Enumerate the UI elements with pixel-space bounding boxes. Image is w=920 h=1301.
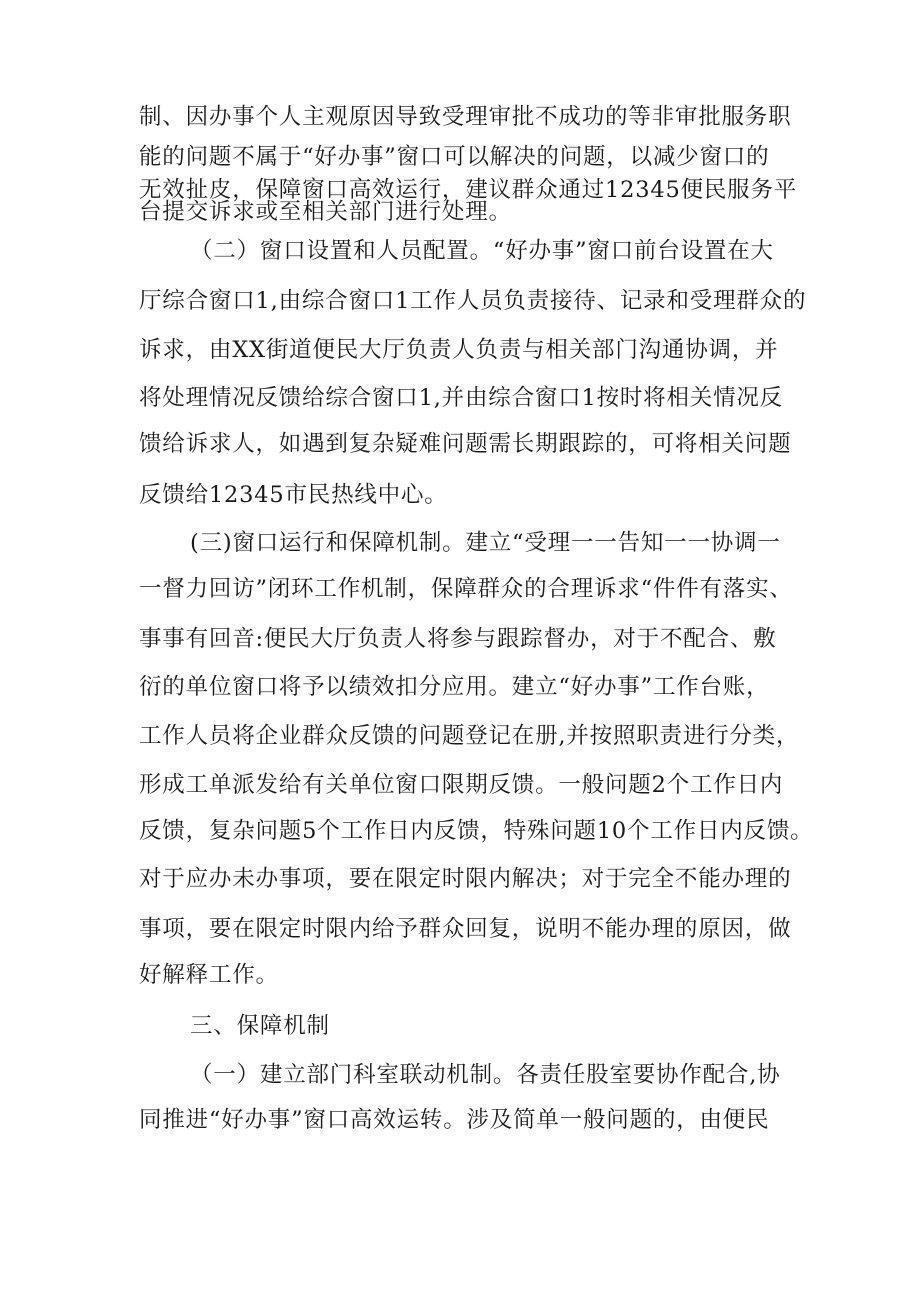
paragraph-line: 对于应办未办事项，要在限定时限内解决；对于完全不能办理的 [139,866,792,892]
paragraph-line: 反馈，复杂问题5个工作日内反馈，特殊问题10个工作日内反馈。 [139,818,814,844]
paragraph-line: 将处理情况反馈给综合窗口1,并由综合窗口1按时将相关情况反 [139,385,783,411]
chapter-heading: 三、保障机制 [190,1013,330,1039]
paragraph-line: 制、因办事个人主观原因导致受理审批不成功的等非审批服务职 [139,104,792,130]
paragraph-line: 厅综合窗口1,由综合窗口1工作人员负责接待、记录和受理群众的 [139,288,807,314]
section-heading-3: (三)窗口运行和保障机制。建立“受理一一告知一一协调一 [190,530,781,556]
paragraph-line: 台提交诉求或至相关部门进行处理。 [139,199,512,225]
paragraph-line: 好解释工作。 [139,962,279,988]
paragraph-line: 形成工单派发给有关单位窗口限期反馈。一般问题2个工作日内 [139,772,784,798]
paragraph-line: 能的问题不属于“好办事”窗口可以解决的问题，以减少窗口的 [139,144,770,170]
paragraph-line: 一督力回访”闭环工作机制，保障群众的合理诉求“件件有落实、 [139,576,793,602]
paragraph-line: 事项，要在限定时限内给予群众回复，说明不能办理的原因，做 [139,916,792,942]
paragraph-line: 反馈给12345市民热线中心。 [139,482,448,508]
paragraph-line: 馈给诉求人，如遇到复杂疑难问题需长期跟踪的，可将相关问题 [139,431,792,457]
paragraph-line: 诉求，由XX街道便民大厅负责人负责与相关部门沟通协调，并 [139,337,779,363]
paragraph-line: 衍的单位窗口将予以绩效扣分应用。建立“好办事”工作台账， [139,674,770,700]
paragraph-line: 同推进“好办事”窗口高效运转。涉及简单一般问题的，由便民 [139,1107,770,1133]
paragraph-line: 无效扯皮，保障窗口高效运行，建议群众通过12345便民服务平 [139,177,798,203]
paragraph-line: 工作人员将企业群众反馈的问题登记在册,并按照职责进行分类， [139,723,800,749]
section-heading-2: （二）窗口设置和人员配置。“好办事”窗口前台设置在大 [190,238,774,264]
paragraph-line: 事事有回音:便民大厅负责人将参与跟踪督办，对于不配合、敷 [139,626,777,652]
section-heading-1: （一）建立部门科室联动机制。各责任股室要协作配合,协 [190,1062,781,1088]
